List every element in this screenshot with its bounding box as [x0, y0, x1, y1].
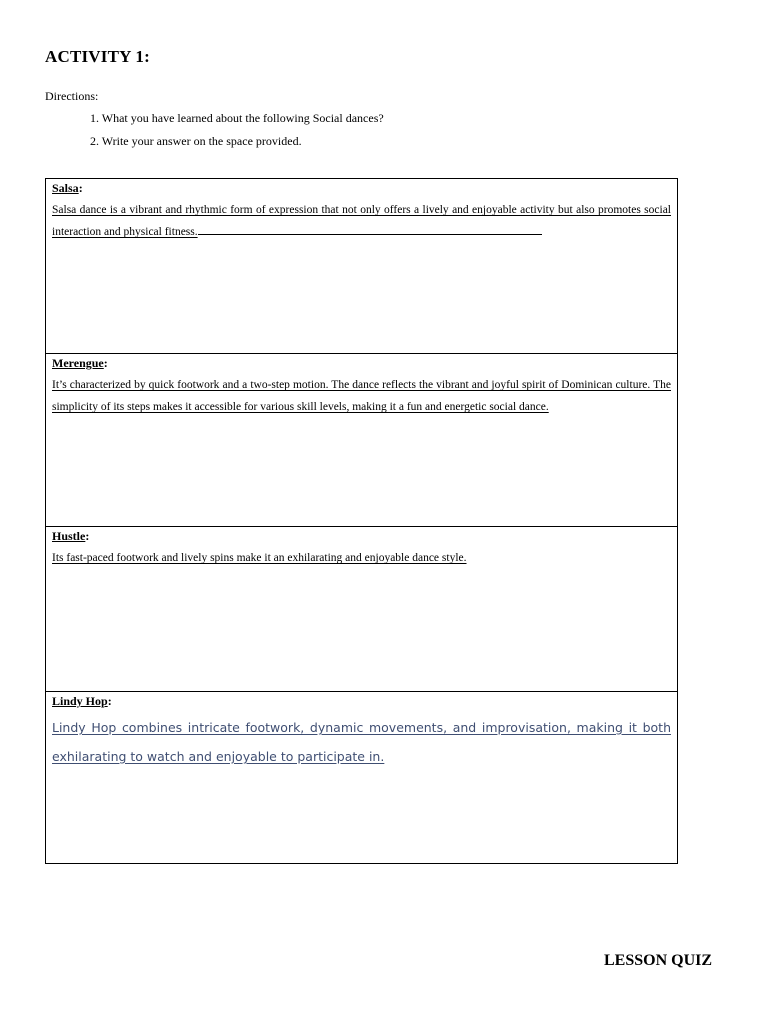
- dance-answer-salsa[interactable]: [52, 199, 671, 243]
- dance-answer-merengue[interactable]: [52, 374, 671, 418]
- dance-name-merengue: Merengue:: [52, 356, 108, 370]
- answer-fill-line: [198, 224, 542, 235]
- answer-text: Salsa dance is a vibrant and rhythmic form of expression that not only offers a lively and enjoyable activity but also promotes social interaction and physical fitness.: [52, 204, 671, 238]
- dance-cell-lindy-hop: [46, 691, 677, 863]
- dance-cell-salsa: [46, 179, 677, 353]
- dance-name-text: Salsa: [52, 181, 79, 195]
- dance-cell-merengue: [46, 353, 677, 526]
- dance-name-text: Hustle: [52, 529, 86, 543]
- directions-label: Directions:: [45, 89, 99, 103]
- dance-name-salsa: Salsa:: [52, 181, 83, 195]
- answer-text: It’s characterized by quick footwork and a two-step motion. The dance reflects the vibrant and joyful spirit of Dominican culture. The simplicity of its steps makes it accessible for various skill levels, making it a fun and energetic social dance.: [52, 379, 671, 413]
- lesson-quiz-label: LESSON QUIZ: [604, 952, 713, 969]
- dance-answer-table: [45, 178, 678, 864]
- dance-name-hustle: Hustle:: [52, 529, 90, 543]
- dance-name-text: Lindy Hop: [52, 694, 108, 708]
- dance-answer-lindy-hop[interactable]: [52, 713, 671, 771]
- dance-cell-hustle: [46, 526, 677, 691]
- direction-item: 2. Write your answer on the space provided.: [90, 134, 302, 148]
- dance-answer-hustle[interactable]: [52, 547, 671, 569]
- direction-item: 1. What you have learned about the following Social dances?: [90, 111, 384, 125]
- directions-list: [90, 110, 384, 156]
- page-title: ACTIVITY 1:: [45, 47, 150, 66]
- dance-name-text: Merengue: [52, 356, 104, 370]
- answer-text: Its fast-paced footwork and lively spins make it an exhilarating and enjoyable dance style.: [52, 552, 467, 564]
- answer-text: Lindy Hop combines intricate footwork, dynamic movements, and improvisation, making it both exhilarating to watch and enjoyable to participate in.: [52, 720, 671, 764]
- dance-name-lindy-hop: Lindy Hop:: [52, 694, 112, 708]
